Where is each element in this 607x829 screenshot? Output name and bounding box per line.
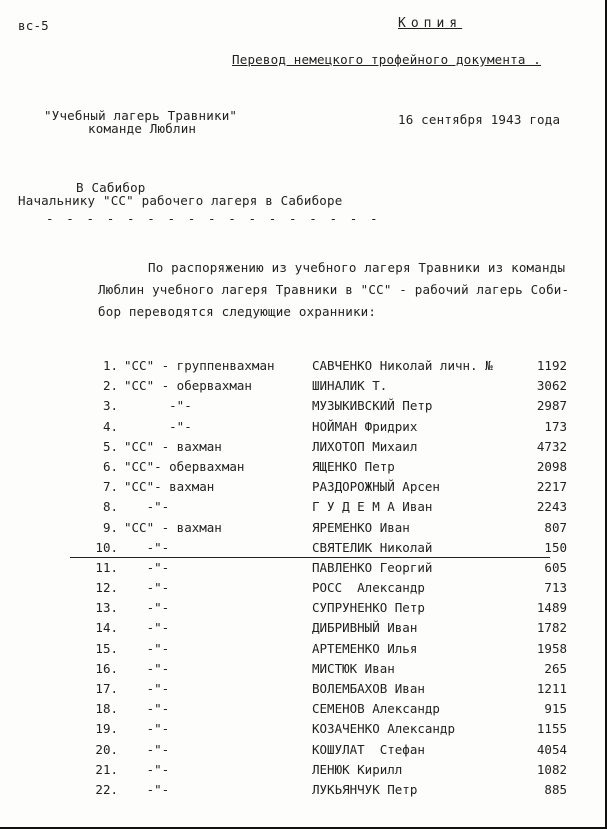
copy-label: Копия — [398, 16, 463, 31]
roster-id-number: 2987 — [536, 398, 567, 414]
roster-rank: -"- — [124, 761, 170, 777]
roster-number: 9. — [102, 519, 118, 535]
roster-number: 7. — [102, 479, 118, 495]
roster-number: 8. — [102, 499, 118, 515]
roster-row — [0, 641, 607, 661]
roster-rank: -"- — [124, 620, 170, 636]
roster-rank: -"- — [124, 580, 170, 596]
roster-row — [0, 439, 607, 459]
roster-id-number: 713 — [544, 580, 567, 596]
roster-row — [0, 479, 607, 499]
roster-id-number: 605 — [544, 559, 567, 575]
roster-row — [0, 762, 607, 782]
roster-number: 17. — [95, 681, 118, 696]
roster-number: 6. — [102, 458, 118, 474]
sender-line-1: "Учебный лагерь Травники" — [44, 108, 238, 123]
roster-rank: -"- — [124, 418, 192, 434]
roster-name: КОЗАЧЕНКО Александр — [312, 721, 455, 737]
roster-id-number: 1192 — [536, 358, 567, 373]
roster-rank: -"- — [124, 781, 170, 797]
roster-row — [0, 580, 607, 600]
roster-name: Г У Д Е М А Иван — [312, 499, 433, 515]
roster-id-number: 807 — [544, 519, 567, 535]
roster-rank: "СС"- вахман — [124, 479, 215, 495]
roster-name: МУЗЫКИВСКИЙ Петр — [312, 398, 433, 414]
roster-row — [0, 540, 607, 560]
roster-id-number: 1958 — [536, 640, 567, 656]
roster-number: 22. — [95, 781, 118, 797]
roster-id-number: 2217 — [536, 479, 567, 495]
roster-rank: -"- — [124, 681, 170, 696]
paragraph-line-2: Люблин учебного лагеря Травники в "СС" - рабочий лагерь Соби- — [98, 282, 570, 297]
roster-row — [0, 620, 607, 640]
roster-row — [0, 782, 607, 802]
roster-rank: -"- — [124, 499, 170, 515]
separator-dashes: - - - - - - - - - - - - - - - - - — [46, 211, 381, 226]
roster-id-number: 1211 — [536, 681, 567, 696]
roster-row — [0, 560, 607, 580]
roster-row — [0, 701, 607, 721]
roster-row — [0, 520, 607, 540]
roster-id-number: 150 — [544, 539, 567, 555]
document-date: 16 сентября 1943 года — [398, 112, 561, 127]
roster-id-number: 885 — [544, 781, 567, 797]
roster-row — [0, 721, 607, 741]
roster-number: 19. — [95, 721, 118, 737]
recipient-line-1: В Сабибор — [76, 180, 146, 195]
roster-number: 20. — [95, 741, 118, 757]
roster-name: СВЯТЕЛИК Николай — [312, 539, 433, 555]
roster-rank: -"- — [124, 559, 170, 575]
recipient-line-2: Начальнику "СС" рабочего лагеря в Сабиборе — [18, 193, 343, 208]
roster-id-number: 1489 — [536, 600, 567, 616]
roster-rank: -"- — [124, 398, 192, 414]
roster-row — [0, 398, 607, 418]
roster-rank: "СС"- обервахман — [124, 458, 245, 474]
roster-name: ШИНАЛИК Т. — [312, 378, 388, 394]
roster-name: ЛИХОТОП Михаил — [312, 438, 418, 454]
roster-rank: "СС" - вахман — [124, 438, 222, 454]
guard-roster — [0, 358, 607, 802]
roster-row — [0, 419, 607, 439]
roster-number: 5. — [102, 438, 118, 454]
roster-name: ДИБРИВНЫЙ Иван — [312, 620, 418, 636]
roster-id-number: 4054 — [536, 741, 567, 757]
roster-id-number: 1155 — [536, 721, 567, 737]
roster-number: 14. — [95, 620, 118, 636]
roster-rank: "СС" - группенвахман — [124, 358, 275, 373]
roster-name: АРТЕМЕНКО Илья — [312, 640, 418, 656]
roster-rank: "СС" - вахман — [124, 519, 222, 535]
roster-id-number: 1082 — [536, 761, 567, 777]
roster-rank: -"- — [124, 660, 170, 676]
roster-number: 13. — [95, 600, 118, 616]
roster-row — [0, 681, 607, 701]
roster-number: 15. — [95, 640, 118, 656]
paragraph-line-1: По распоряжению из учебного лагеря Травники из команды — [148, 260, 566, 275]
roster-number: 16. — [95, 660, 118, 676]
roster-rank: -"- — [124, 640, 170, 656]
roster-number: 18. — [95, 701, 118, 717]
roster-rank: -"- — [124, 741, 170, 757]
roster-rank: -"- — [124, 539, 170, 555]
roster-name: ЯЩЕНКО Петр — [312, 458, 395, 474]
roster-rank: -"- — [124, 701, 170, 717]
roster-number: 12. — [95, 580, 118, 596]
roster-id-number: 265 — [544, 660, 567, 676]
roster-row — [0, 459, 607, 479]
roster-name: ПАВЛЕНКО Георгий — [312, 559, 433, 575]
roster-name: НОЙМАН Фридрих — [312, 418, 418, 434]
roster-id-number: 1782 — [536, 620, 567, 636]
roster-row — [0, 358, 607, 378]
roster-row — [0, 661, 607, 681]
roster-row — [0, 600, 607, 620]
translation-title: Перевод немецкого трофейного документа . — [232, 52, 542, 67]
roster-number: 3. — [102, 398, 118, 414]
roster-number: 4. — [102, 418, 118, 434]
roster-name: СЕМЕНОВ Александр — [312, 701, 440, 717]
roster-name: КОШУЛАТ Стефан — [312, 741, 425, 757]
roster-rank: -"- — [124, 721, 170, 737]
roster-name: САВЧЕНКО Николай личн. № — [312, 358, 493, 373]
roster-id-number: 2243 — [536, 499, 567, 515]
roster-number: 11. — [95, 559, 118, 575]
roster-name: МИСТЮК Иван — [312, 660, 395, 676]
roster-row — [0, 378, 607, 398]
roster-number: 21. — [95, 761, 118, 777]
roster-name: РОСС Александр — [312, 580, 425, 596]
roster-name: СУПРУНЕНКО Петр — [312, 600, 425, 616]
roster-id-number: 915 — [544, 701, 567, 717]
roster-row — [0, 499, 607, 519]
roster-name: ЛЕНЮК Кирилл — [312, 761, 403, 777]
roster-row — [0, 742, 607, 762]
roster-number: 2. — [102, 378, 118, 394]
roster-id-number: 173 — [544, 418, 567, 434]
roster-name: РАЗДОРОЖНЫЙ Арсен — [312, 479, 440, 495]
roster-id-number: 4732 — [536, 438, 567, 454]
sender-line-2: команде Люблин — [88, 121, 197, 136]
roster-rank: "СС" - обервахман — [124, 378, 252, 394]
roster-id-number: 3062 — [536, 378, 567, 394]
roster-id-number: 2098 — [536, 458, 567, 474]
roster-name: ЯРЕМЕНКО Иван — [312, 519, 410, 535]
paragraph-line-3: бор переводятся следующие охранники: — [98, 304, 377, 319]
document-id: вс-5 — [18, 18, 49, 33]
roster-rank: -"- — [124, 600, 170, 616]
roster-number: 10. — [95, 539, 118, 555]
roster-number: 1. — [102, 358, 118, 373]
roster-name: ЛУКЬЯНЧУК Петр — [312, 781, 418, 797]
roster-name: ВОЛЕМБАХОВ Иван — [312, 681, 425, 696]
